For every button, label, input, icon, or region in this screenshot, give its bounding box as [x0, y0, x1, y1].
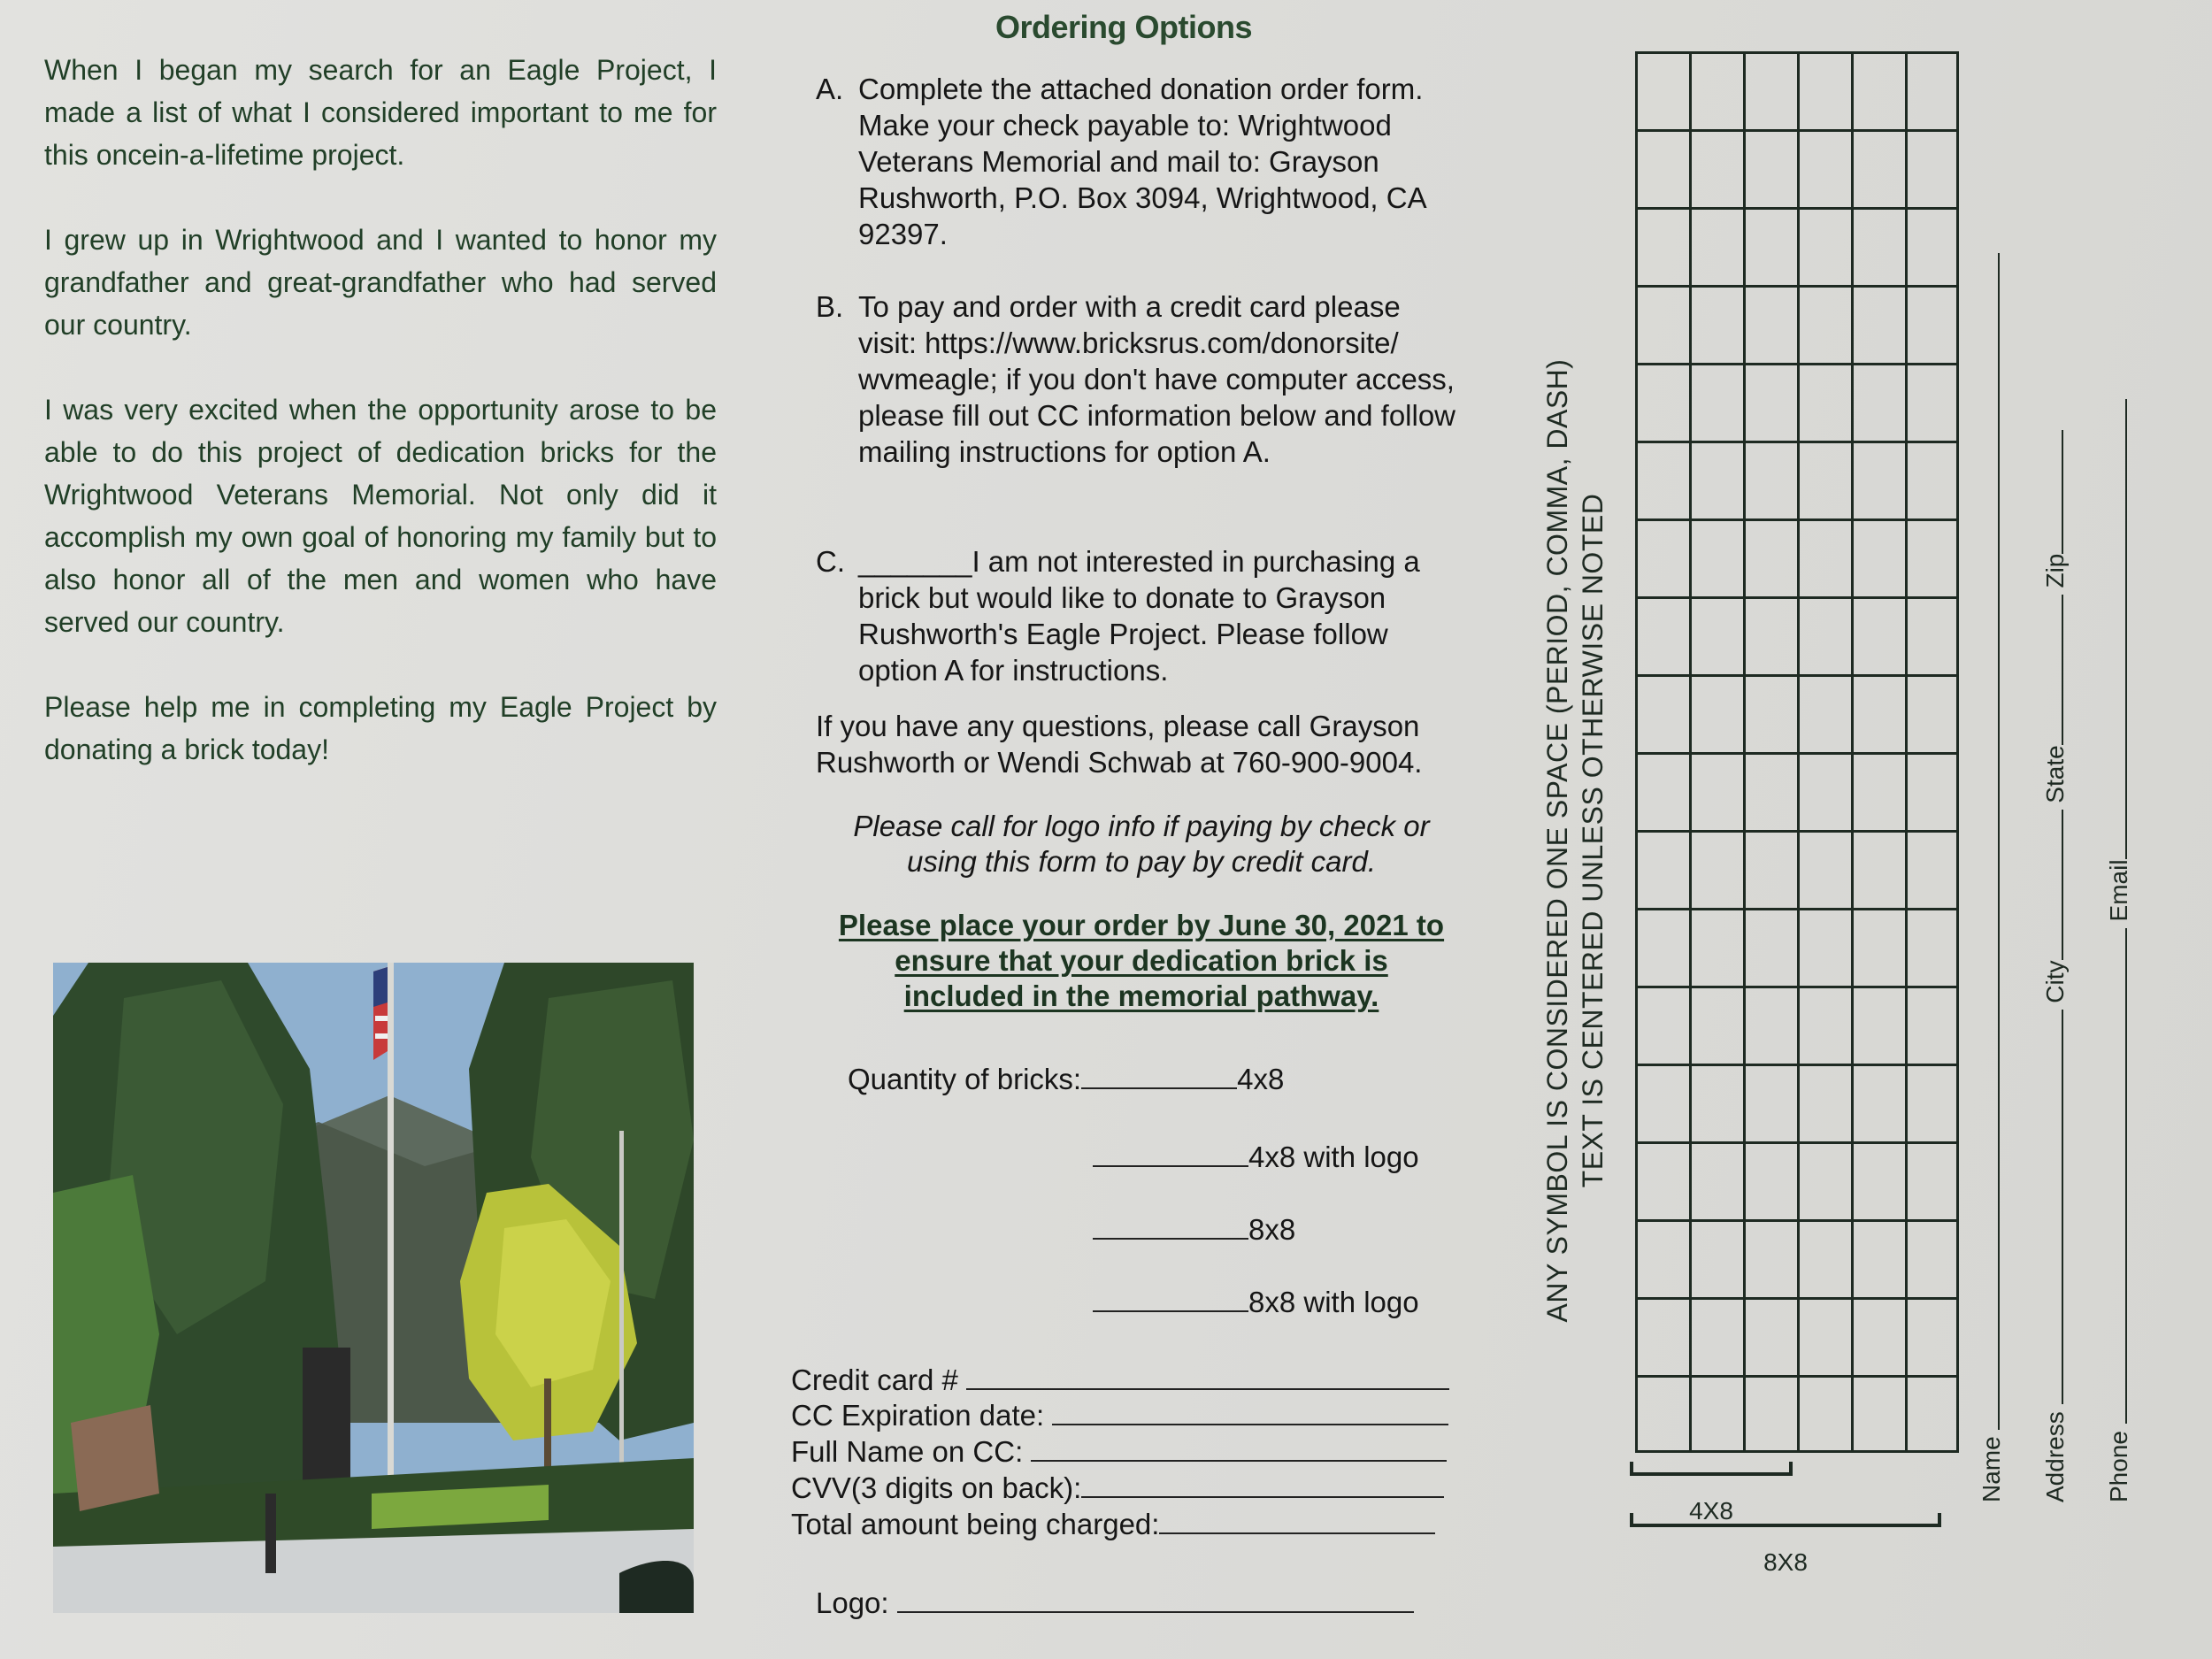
option-b-letter: B.	[816, 290, 844, 323]
order-deadline: Please place your order by June 30, 2021 to ensure that your dedication brick is included in the memorial pathway.	[838, 909, 1445, 1012]
phone-field-row	[2102, 399, 2134, 1502]
logo-row	[816, 1586, 1414, 1621]
city-field[interactable]	[2039, 810, 2063, 960]
quantity-8x8-row	[1093, 1212, 1295, 1248]
logo-label: Logo:	[816, 1586, 889, 1619]
spacing-instruction-line-2: TEXT IS CENTERED UNLESS OTHERWISE NOTED	[1577, 493, 1609, 1188]
cc-number-row	[791, 1363, 1449, 1398]
logo-field[interactable]	[897, 1586, 1414, 1613]
quantity-4x8-row	[848, 1062, 1284, 1097]
name-field-row	[1975, 253, 2007, 1502]
zip-label: Zip	[2041, 553, 2069, 588]
phone-label: Phone	[2105, 1431, 2132, 1502]
option-b-text: To pay and order with a credit card please visit: https://www.bricksrus.com/donorsite/ wvmeagle; if you don't have computer access, please fill out CC information below and follow mailing instructions for option A.	[858, 290, 1456, 468]
logo-info-note: Please call for logo info if paying by check or using this form to pay by credit card.	[853, 810, 1430, 878]
cc-name-label: Full Name on CC:	[791, 1435, 1024, 1468]
email-label: Email	[2105, 859, 2132, 922]
cc-cvv-row	[791, 1471, 1444, 1506]
cc-number-field[interactable]	[966, 1363, 1449, 1390]
state-field[interactable]	[2039, 595, 2063, 745]
cc-expiration-label: CC Expiration date:	[791, 1399, 1045, 1432]
name-field[interactable]	[1975, 253, 2000, 1430]
quantity-4x8-logo-row	[1093, 1140, 1419, 1175]
cc-total-label: Total amount being charged:	[791, 1508, 1160, 1540]
cc-expiration-row	[791, 1398, 1448, 1433]
intro-paragraph-4: Please help me in completing my Eagle Project by donating a brick today!	[44, 691, 717, 765]
memorial-photo	[53, 963, 694, 1613]
questions-contact: If you have any questions, please call Grayson Rushworth or Wendi Schwab at 760-900-9004.	[816, 710, 1423, 779]
dimension-8x8-label: 8X8	[1763, 1548, 1808, 1576]
cc-expiration-field[interactable]	[1052, 1399, 1448, 1425]
cc-total-field[interactable]	[1159, 1508, 1435, 1534]
address-label: Address	[2041, 1411, 2069, 1502]
option-a-text: Complete the attached donation order form. Make your check payable to: Wrightwood Veterans Memorial and mail to: Grayson Rushworth, P.O. Box 3094, Wrightwood, CA 92397.	[858, 73, 1425, 250]
phone-field[interactable]	[2102, 928, 2127, 1424]
intro-text	[44, 49, 717, 813]
cc-cvv-label: CVV(3 digits on back):	[791, 1471, 1082, 1504]
quantity-4x8-logo-blank[interactable]	[1093, 1141, 1248, 1167]
state-label: State	[2041, 745, 2069, 803]
spacing-instructions	[1541, 336, 1609, 1345]
quantity-4x8-blank[interactable]	[1081, 1063, 1237, 1089]
brick-option-4x8: 4x8	[1237, 1063, 1285, 1095]
cc-name-row	[791, 1434, 1447, 1470]
brick-option-8x8: 8x8	[1248, 1213, 1296, 1246]
option-a-letter: A.	[816, 73, 844, 105]
brick-text-grid[interactable]	[1635, 51, 1959, 1453]
dimension-4x8-bracket	[1630, 1472, 1793, 1476]
zip-field[interactable]	[2039, 430, 2063, 554]
address-field-row	[2039, 430, 2070, 1502]
name-label: Name	[1978, 1436, 2005, 1502]
quantity-8x8-logo-row	[1093, 1285, 1419, 1320]
ordering-options-title: Ordering Options	[995, 9, 1252, 45]
memorial-photo-image	[53, 963, 694, 1613]
address-field[interactable]	[2039, 1010, 2063, 1405]
cc-name-field[interactable]	[1031, 1435, 1447, 1462]
email-field[interactable]	[2102, 399, 2127, 859]
dimension-4x8-label: 4X8	[1689, 1497, 1733, 1525]
spacing-instruction-line-1: ANY SYMBOL IS CONSIDERED ONE SPACE (PERIOD, COMMA, DASH)	[1541, 358, 1573, 1323]
option-c-text: _______I am not interested in purchasing a brick but would like to donate to Grayson Rushworth's Eagle Project. Please follow option A for instructions.	[858, 545, 1420, 687]
dimension-8x8-bracket	[1630, 1524, 1941, 1527]
intro-paragraph-1: When I began my search for an Eagle Project, I made a list of what I considered important to me for this oncein-a-lifetime project.	[44, 54, 717, 171]
brick-option-8x8-logo: 8x8 with logo	[1248, 1286, 1419, 1318]
cc-total-row	[791, 1507, 1435, 1542]
brick-option-4x8-logo: 4x8 with logo	[1248, 1141, 1419, 1173]
cc-number-label: Credit card #	[791, 1363, 958, 1396]
intro-paragraph-3: I was very excited when the opportunity arose to be able to do this project of dedication bricks for the Wrightwood Veterans Memorial. Not only did it accomplish my own goal of honoring my family but to also honor all of the men and women who have served our country.	[44, 394, 717, 638]
cc-cvv-field[interactable]	[1081, 1471, 1444, 1498]
quantity-8x8-logo-blank[interactable]	[1093, 1286, 1248, 1312]
option-c-letter: C.	[816, 545, 845, 578]
intro-paragraph-2: I grew up in Wrightwood and I wanted to honor my grandfather and great-grandfather who had served our country.	[44, 224, 717, 341]
quantity-label: Quantity of bricks:	[848, 1063, 1082, 1095]
city-label: City	[2041, 960, 2069, 1003]
quantity-8x8-blank[interactable]	[1093, 1213, 1248, 1240]
